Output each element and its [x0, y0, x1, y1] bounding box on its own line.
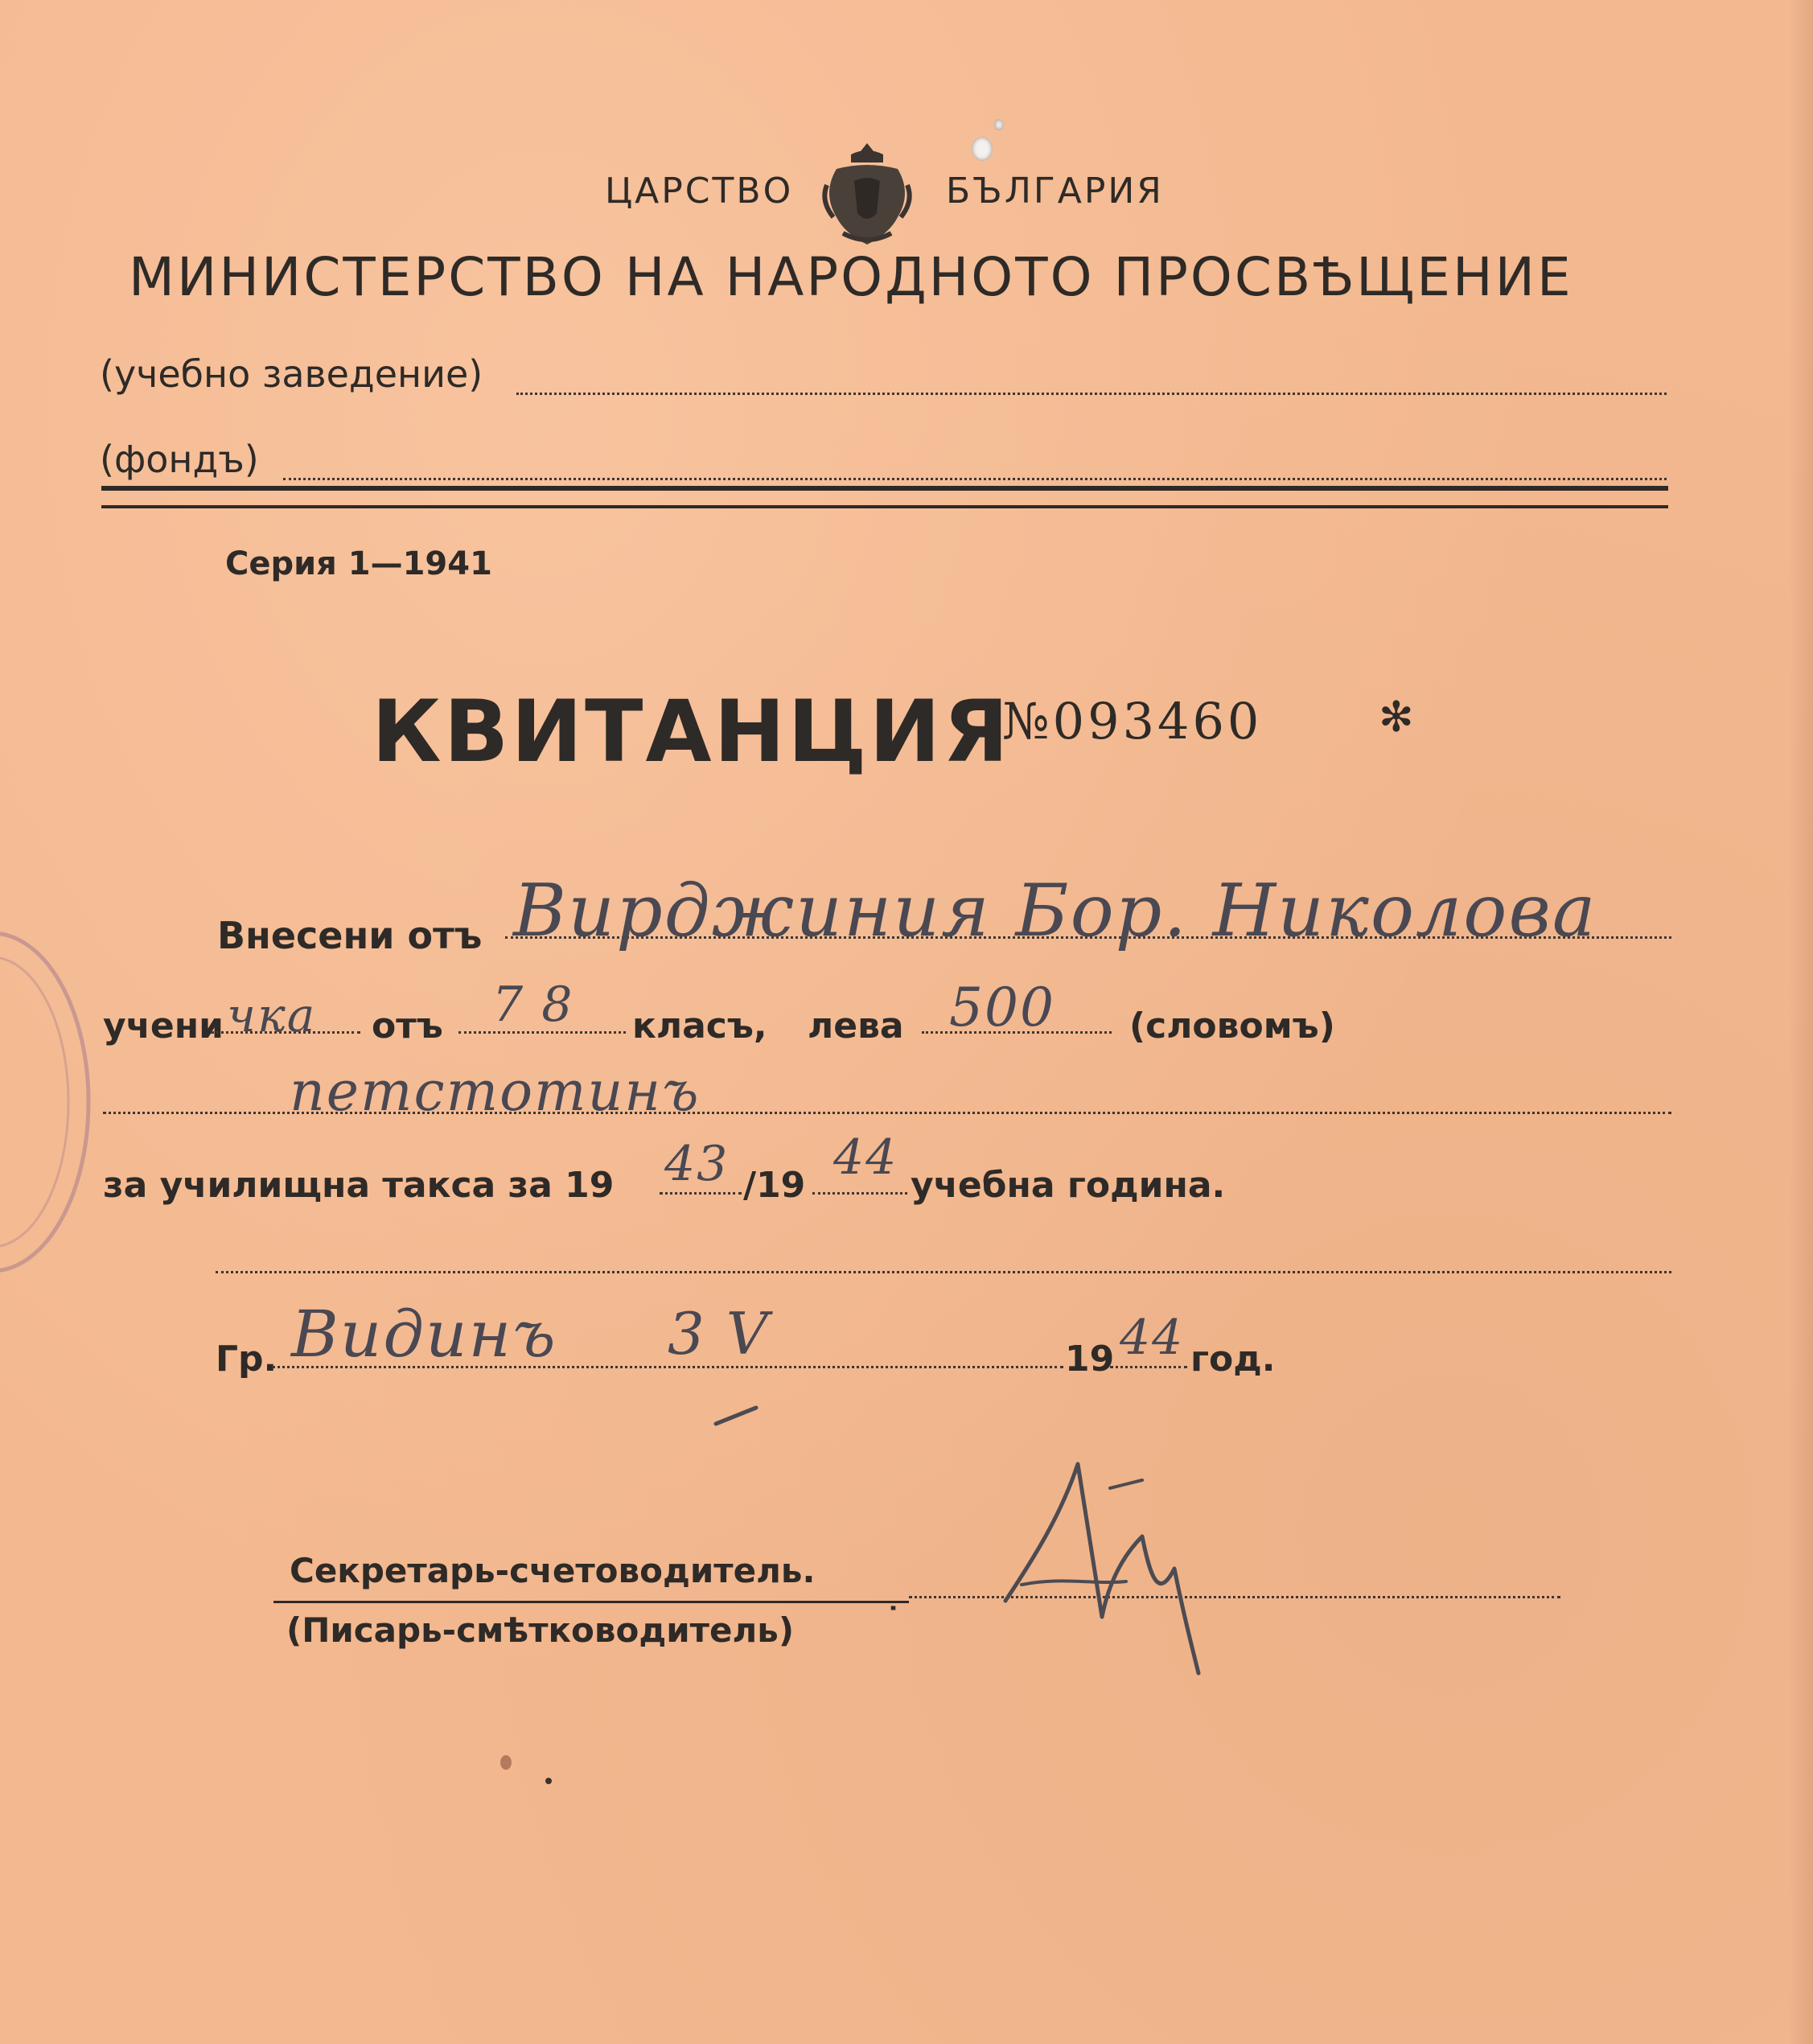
punch-hole — [994, 119, 1004, 130]
year-suffix-text: год. — [1190, 1339, 1276, 1380]
year-start-handwritten: 43 — [664, 1136, 730, 1192]
amount-words-handwritten: петстотинъ — [290, 1060, 701, 1124]
clerk-title: (Писарь-смѣтководитель) — [286, 1610, 795, 1650]
pen-stroke-mark — [708, 1400, 772, 1432]
paid-by-label: Внесени отъ — [217, 914, 483, 957]
secretary-title: Секретарь-счетоводитель. — [290, 1551, 816, 1590]
leva-label: лева — [808, 1006, 904, 1047]
paid-by-handwritten: Вирджиния Бор. Николова — [513, 869, 1597, 953]
fund-label: (фондъ) — [100, 438, 259, 481]
blank-line — [216, 1271, 1671, 1273]
kingdom-left-text: ЦАРСТВО — [605, 171, 794, 212]
year-separator-text: /19 — [743, 1165, 806, 1206]
ink-dot — [545, 1778, 552, 1784]
fee-suffix-text: учебна година. — [911, 1165, 1226, 1206]
class-handwritten: 7 8 — [492, 977, 574, 1033]
fund-field-line — [283, 478, 1667, 480]
header-divider-thick — [101, 486, 1668, 491]
city-handwritten: Видинъ — [291, 1297, 557, 1372]
year-start-line — [660, 1192, 742, 1195]
series-label: Серия 1—1941 — [225, 545, 492, 582]
secretary-underline — [273, 1601, 909, 1603]
institution-label: (учебно заведение) — [100, 352, 483, 396]
student-suffix-handwritten: чка — [227, 988, 317, 1043]
coat-of-arms-emblem — [819, 137, 915, 249]
date-year-line — [1110, 1366, 1187, 1368]
city-label: Гр. — [216, 1339, 278, 1380]
class-label: класъ, — [632, 1006, 767, 1047]
student-label: учени — [103, 1006, 224, 1047]
clerk-mark: ˙ — [885, 1601, 902, 1640]
receipt-title: КВИТАНЦИЯ — [372, 682, 1011, 781]
punch-hole — [972, 137, 993, 161]
kingdom-right-text: БЪЛГАРИЯ — [946, 171, 1164, 212]
institution-field-line — [516, 393, 1667, 395]
ink-spot — [500, 1755, 512, 1770]
fee-prefix-text: за училищна такса за 19 — [103, 1165, 615, 1206]
year-end-line — [812, 1192, 907, 1195]
date-year-handwritten: 44 — [1120, 1310, 1185, 1366]
leva-handwritten: 500 — [949, 977, 1055, 1038]
handwritten-signature — [989, 1416, 1231, 1689]
header-divider-thin — [101, 505, 1668, 508]
date-handwritten: 3 V — [668, 1300, 770, 1367]
receipt-number: №093460 — [1002, 692, 1263, 751]
ministry-title: МИНИСТЕРСТВО НА НАРОДНОТО ПРОСВѢЩЕНИЕ — [129, 246, 1573, 308]
words-label: (словомъ) — [1129, 1006, 1335, 1047]
receipt-star-mark: ✻ — [1379, 693, 1414, 742]
from-label: отъ — [372, 1006, 443, 1047]
page-edge-shadow — [1789, 0, 1813, 2044]
year-end-handwritten: 44 — [833, 1129, 898, 1186]
faded-stamp-seal — [0, 925, 113, 1279]
year-prefix-text: 19 — [1065, 1339, 1115, 1380]
